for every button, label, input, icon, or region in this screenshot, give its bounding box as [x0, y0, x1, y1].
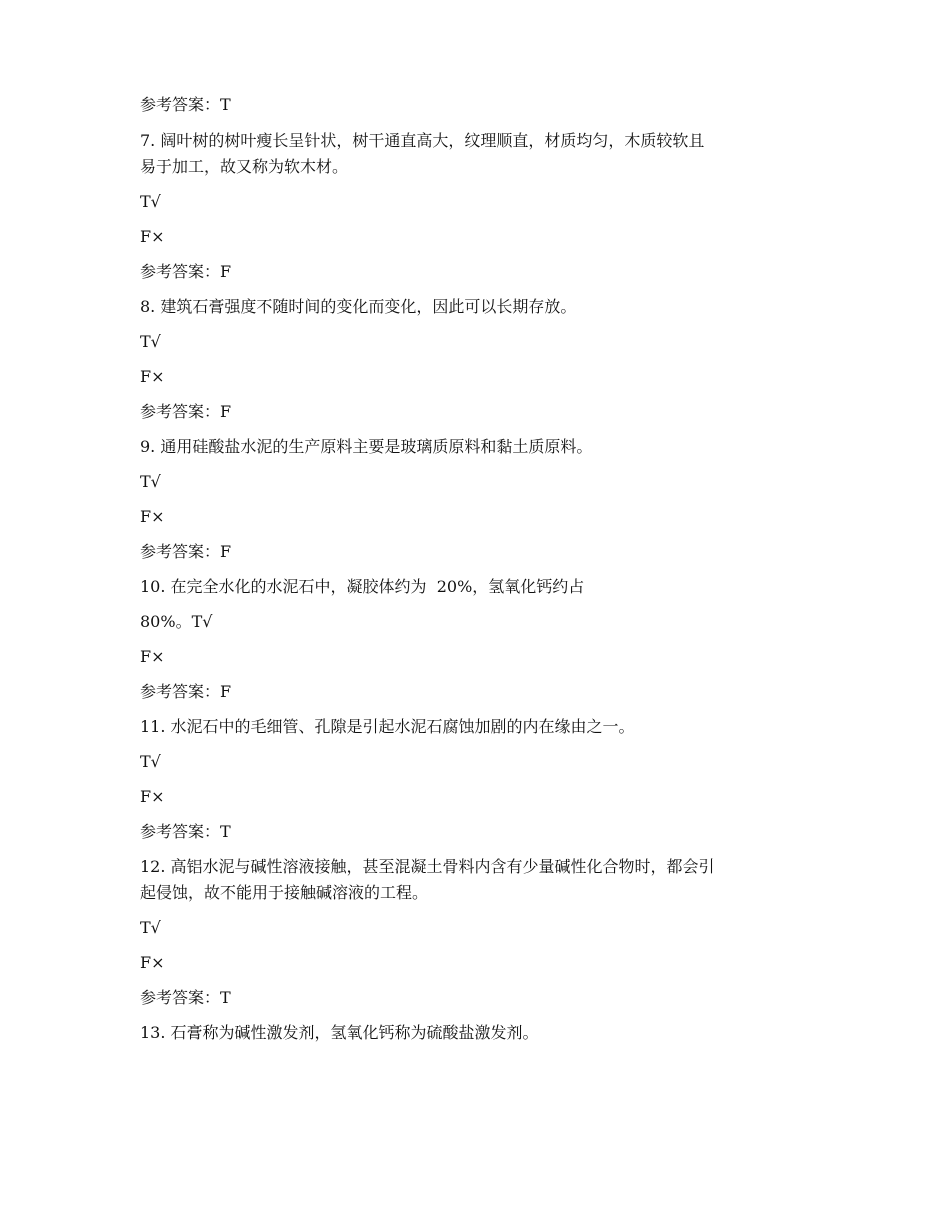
answer-prev: 参考答案：T [140, 95, 231, 114]
option-f: F× [140, 787, 165, 806]
answer-10: 参考答案：F [140, 682, 232, 701]
answer-9: 参考答案：F [140, 542, 232, 561]
answer-7: 参考答案：F [140, 262, 232, 281]
question-10-line-2: 80%。T√ [140, 612, 213, 631]
option-t: T√ [140, 472, 161, 491]
answer-11: 参考答案：T [140, 822, 231, 841]
question-7-line-1: 7. 阔叶树的树叶瘦长呈针状，树干通直高大，纹理顺直，材质均匀，木质较软且 [140, 131, 705, 150]
question-9: 9. 通用硅酸盐水泥的生产原料主要是玻璃质原料和黏土质原料。 [140, 437, 593, 456]
option-f: F× [140, 227, 165, 246]
document-page [140, 92, 820, 1046]
option-f: F× [140, 507, 165, 526]
option-t: T√ [140, 752, 161, 771]
option-f: F× [140, 953, 165, 972]
option-t: T√ [140, 332, 161, 351]
question-8: 8. 建筑石膏强度不随时间的变化而变化，因此可以长期存放。 [140, 297, 577, 316]
answer-8: 参考答案：F [140, 402, 232, 421]
question-10-line-1: 10. 在完全水化的水泥石中，凝胶体约为 20%，氢氧化钙约占 [140, 577, 585, 596]
question-11: 11. 水泥石中的毛细管、孔隙是引起水泥石腐蚀加剧的内在缘由之一。 [140, 717, 635, 736]
answer-12: 参考答案：T [140, 988, 231, 1007]
question-13: 13. 石膏称为碱性激发剂，氢氧化钙称为硫酸盐激发剂。 [140, 1023, 539, 1042]
option-t: T√ [140, 918, 161, 937]
option-t: T√ [140, 192, 161, 211]
question-12-line-2: 起侵蚀，故不能用于接触碱溶液的工程。 [140, 883, 429, 902]
question-12-line-1: 12. 高铝水泥与碱性溶液接触，甚至混凝土骨料内含有少量碱性化合物时，都会引 [140, 857, 715, 876]
option-f: F× [140, 367, 165, 386]
option-f: F× [140, 647, 165, 666]
question-7-line-2: 易于加工，故又称为软木材。 [140, 157, 349, 176]
